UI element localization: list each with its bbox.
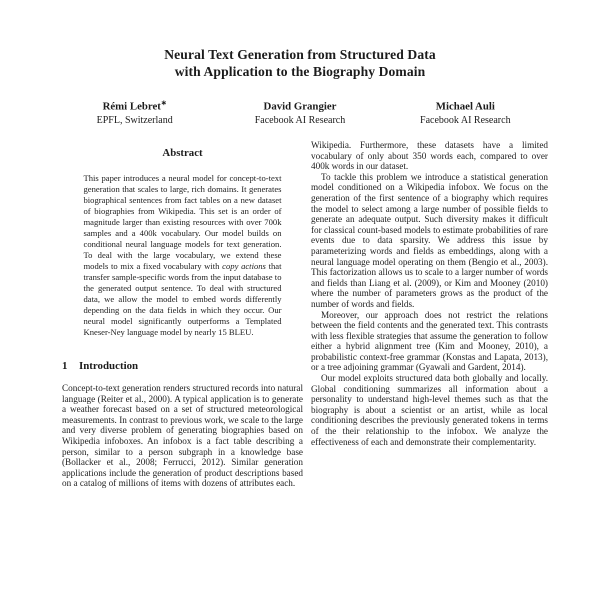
section-number: 1 [62,360,68,372]
author-block-lebret [52,97,217,127]
abstract-heading: Abstract [162,147,203,159]
author-footnote-mark: ∗ [160,99,167,107]
author-block-grangier [217,97,382,127]
abstract-text-part1: This paper introduces a neural model for concept-to-text generation that scales to large, rich domains. It generates biographical sentences from fact tables on a new dataset of biographies from Wikipedia. This set is an order of magnitude larger than existing resources with over 700k samples and a 400k vocabulary. Our model builds on conditional neural language models for text generation. To deal with the large vocabulary, we extend these models to mix a fixed vocabulary with [83,173,282,271]
author-name-text: Michael Auli [435,100,495,113]
paper-title [0,0,600,80]
author-name [383,97,548,113]
section-title: Introduction [79,360,139,372]
right-column-continuation-paragraph: Wikipedia. Furthermore, these datasets have a limited vocabulary of only about 350 words each, compared to over 400k words in our dataset. [311,140,548,172]
author-name-text: Rémi Lebret [102,100,161,113]
paper-title-line2: with Application to the Biography Domain [174,64,426,79]
section-1-heading [62,360,303,372]
author-affiliation: EPFL, Switzerland [96,114,173,126]
author-name [217,97,382,113]
author-name [52,97,217,113]
author-affiliation: Facebook AI Research [420,114,511,126]
author-name-text: David Grangier [263,100,337,113]
right-column-paragraph: Our model exploits structured data both globally and locally. Global conditioning summarizes all information about a personality to understand high-level themes such as that the biography is about a scientist or an artist, while as local conditioning describes the previously generated tokens in terms of the their relationship to the infobox. We analyze the effectiveness of each and demonstrate their complementarity. [311,373,548,447]
abstract-text [84,173,282,338]
abstract-text-part2: that transfer sample-specific words from the input database to the generated output sentence. To deal with structured data, we allow the model to embed words differently depending on the data fields in which they occur. Our neural model significantly outperforms a Templated Kneser-Ney language model by nearly 15 BLEU. [83,261,282,337]
author-block-auli [383,97,548,127]
author-affiliation: Facebook AI Research [254,114,346,126]
authors-row [52,97,548,127]
right-column [311,140,548,447]
paper-title-line1: Neural Text Generation from Structured Data [164,47,436,62]
intro-paragraph: Concept-to-text generation renders structured records into natural language (Reiter et al., 2000). A typical application is to generate a weather forecast based on a set of structured meteorological measurements. In contrast to previous work, we scale to the large and very diverse problem of generating biographies based on Wikipedia infoboxes. An infobox is a fact table describing a person, similar to a person subgraph in a knowledge base (Bollacker et al., 2008; Ferrucci, 2012). Similar generation applications include the generation of product descriptions based on a catalog of millions of items with dozens of attributes each. [62,383,303,489]
right-column-paragraph: Moreover, our approach does not restrict the relations between the field contents and the generated text. This contrasts with less flexible strategies that assume the generation to follow either a hybrid alignment tree (Kim and Mooney, 2010), a probabilistic context-free grammar (Konstas and Lapata, 2013), or a tree adjoining grammar (Gyawali and Gardent, 2014). [311,309,548,373]
left-column [62,147,303,489]
right-column-paragraph: To tackle this problem we introduce a statistical generation model conditioned on a Wikipedia infobox. We focus on the generation of the first sentence of a biography which requires the model to select among a large number of possible fields to generate an adequate output. Such diversity makes it difficult for classical count-based models to estimate probabilities of rare events due to data sparsity. We address this issue by parameterizing words and fields as embeddings, along with a neural language model operating on them (Bengio et al., 2003). This factorization allows us to scale to a larger number of words and fields than Liang et al. (2009), or Kim and Mooney (2010) where the number of parameters grows as the product of the number of words and fields. [311,171,548,309]
abstract-italic-term: copy actions [222,261,266,271]
